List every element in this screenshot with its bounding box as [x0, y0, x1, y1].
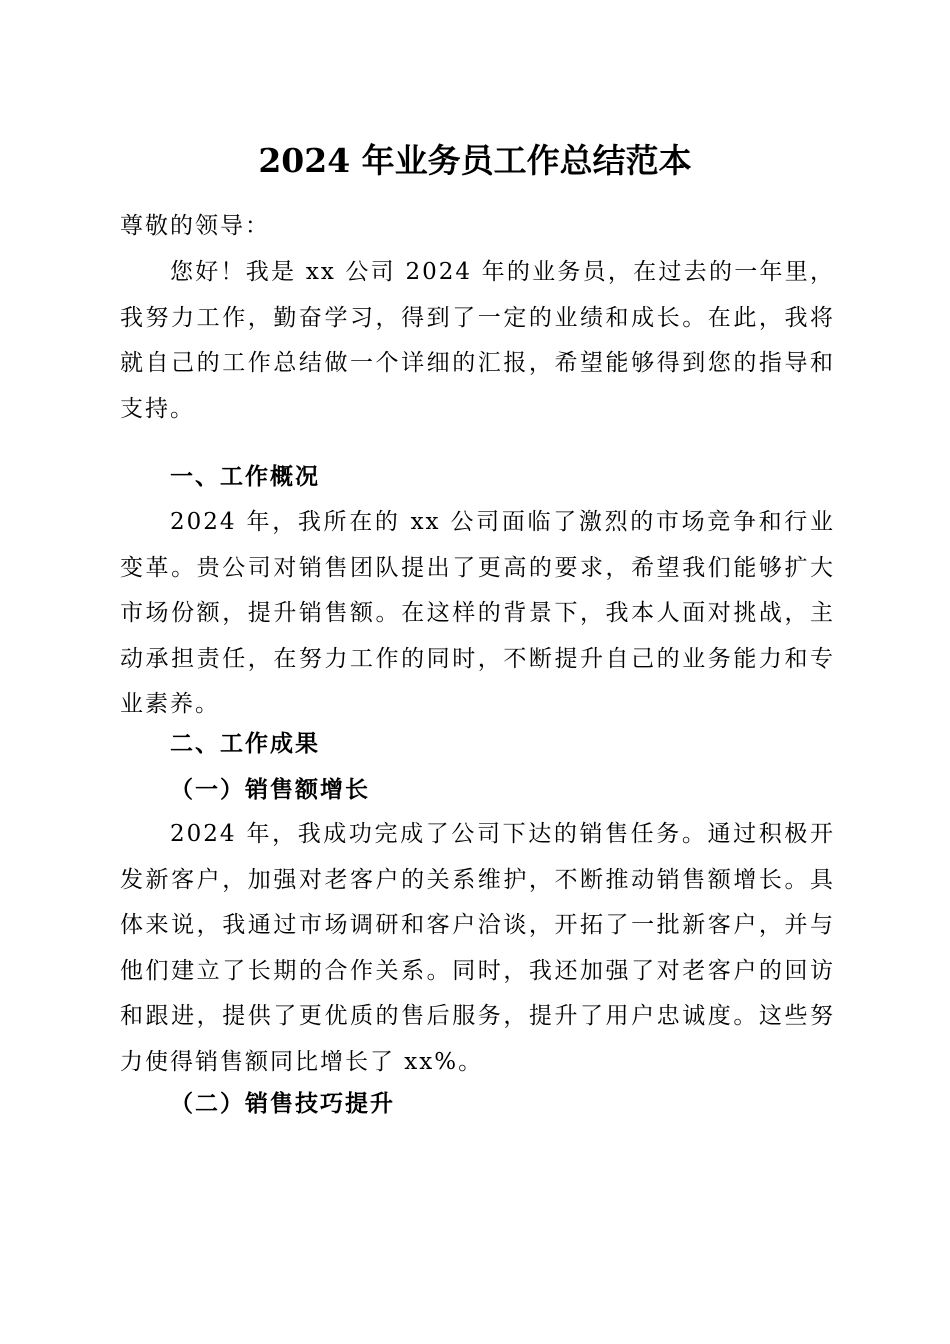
subsection-heading-sales-growth: （一）销售额增长: [170, 776, 370, 803]
overview-paragraph: 2024 年，我所在的 xx 公司面临了激烈的市场竞争和行业变革。贵公司对销售团队提出了更高的要求，希望我们能够扩大市场份额，提升销售额。在这样的背景下，我本人面对挑战，主动承担责任，在努力工作的同时，不断提升自己的业务能力和专业素养。: [120, 509, 835, 717]
section-heading-results: 二、工作成果: [170, 731, 320, 757]
subsection-heading-sales-skills: （二）销售技巧提升: [170, 1090, 395, 1117]
sales-growth-paragraph: 2024 年，我成功完成了公司下达的销售任务。通过积极开发新客户，加强对老客户的关系维护，不断推动销售额增长。具体来说，我通过市场调研和客户洽谈，开拓了一批新客户，并与他们建立了长期的合作关系。同时，我还加强了对老客户的回访和跟进，提供了更优质的售后服务，提升了用户忠诚度。这些努力使得销售额同比增长了 xx%。: [120, 821, 835, 1075]
salutation: 尊敬的领导：: [120, 213, 270, 239]
section-heading-overview: 一、工作概况: [170, 464, 320, 490]
intro-paragraph: 您好！我是 xx 公司 2024 年的业务员，在过去的一年里，我努力工作，勤奋学习，得到了一定的业绩和成长。在此，我将就自己的工作总结做一个详细的汇报，希望能够得到您的指导和支持。: [120, 259, 835, 422]
document-title: 2024 年业务员工作总结范本: [258, 141, 692, 180]
